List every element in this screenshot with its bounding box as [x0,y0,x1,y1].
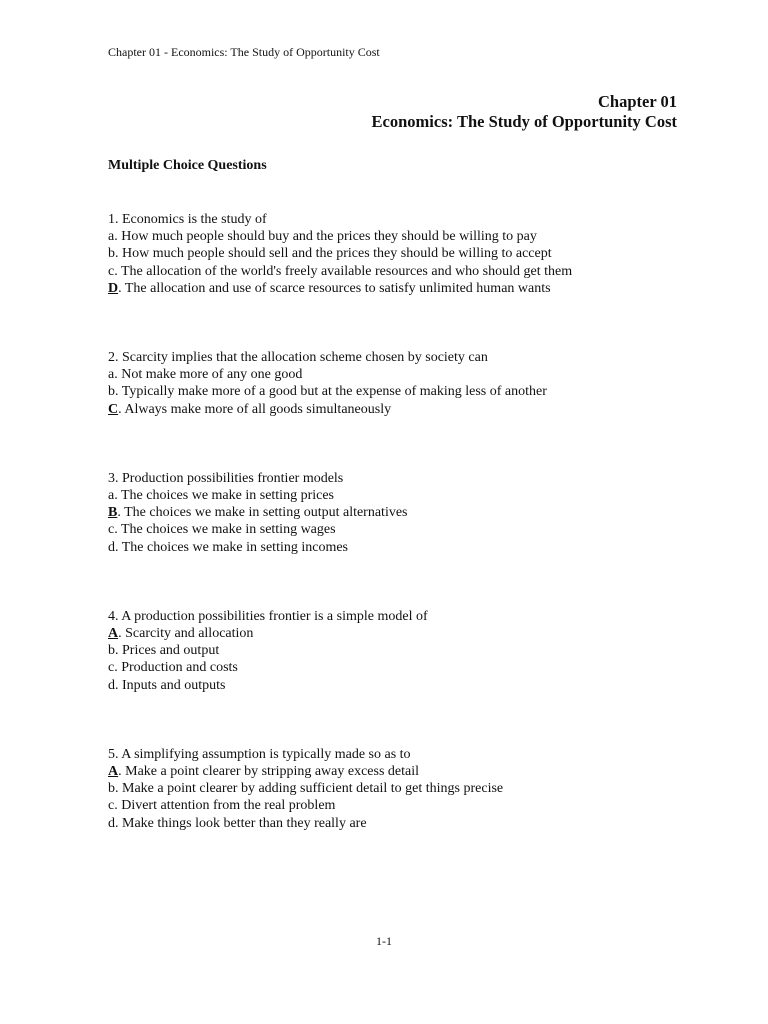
answer-option-correct [108,401,572,418]
correct-answer-letter: A [108,764,119,780]
section-heading: Multiple Choice Questions [108,158,267,173]
option-letter: a [108,488,115,504]
option-letter: a [108,367,115,383]
question-5 [108,746,572,832]
question-1 [108,211,572,297]
correct-answer-letter: A [108,626,119,642]
answer-option [108,521,572,538]
option-text: . Make a point clearer by adding sufficient detail to get things precise [115,781,504,797]
answer-option-correct [108,504,572,521]
option-letter: b [108,246,115,262]
option-text: . Make things look better than they really are [115,815,367,831]
option-letter: b [108,384,115,400]
question-list [108,211,572,884]
question-2 [108,349,572,418]
option-text: . The allocation of the world's freely available resources and who should get them [114,263,573,279]
correct-answer-letter: D [108,280,119,296]
answer-option [108,487,572,504]
question-stem: 4. A production possibilities frontier is a simple model of [108,608,428,624]
correct-answer-letter: C [108,401,119,417]
chapter-title-block [372,92,677,132]
option-letter: a [108,229,115,245]
answer-option [108,659,572,676]
option-letter: c [108,522,115,538]
running-header: Chapter 01 - Economics: The Study of Opportunity Cost [108,45,380,59]
correct-answer-letter: B [108,505,118,521]
answer-option [108,797,572,814]
question-stem: 3. Production possibilities frontier models [108,470,344,486]
question-4 [108,608,572,694]
question-3 [108,470,572,556]
option-text: . Make a point clearer by stripping away excess detail [118,764,420,780]
option-text: . Not make more of any one good [114,367,303,383]
option-letter: c [108,263,115,279]
option-text: . How much people should sell and the prices they should be willing to accept [115,246,552,262]
option-text: . Scarcity and allocation [118,626,254,642]
option-text: . The choices we make in setting incomes [115,539,349,555]
option-letter: b [108,643,115,659]
option-text: . The choices we make in setting prices [114,488,335,504]
question-stem: 1. Economics is the study of [108,212,267,227]
answer-option-correct [108,280,572,297]
chapter-number: Chapter 01 [598,92,677,111]
chapter-subtitle: Economics: The Study of Opportunity Cost [371,112,677,131]
answer-option-correct [108,763,572,780]
option-letter: d [108,677,115,693]
option-text: . The choices we make in setting wages [114,522,336,538]
answer-option [108,245,572,262]
option-text: . Typically make more of a good but at the expense of making less of another [115,384,547,400]
option-text: . Prices and output [115,643,220,659]
option-text: . Inputs and outputs [115,677,226,693]
answer-option [108,263,572,280]
option-text: . The choices we make in setting output alternatives [117,505,408,521]
question-stem: 5. A simplifying assumption is typically made so as to [108,746,411,762]
answer-option [108,677,572,694]
question-stem: 2. Scarcity implies that the allocation scheme chosen by society can [108,350,488,366]
option-text: . Always make more of all goods simultaneously [118,401,392,417]
page-number: 1-1 [376,934,392,948]
option-letter: c [108,660,115,676]
option-text: . Production and costs [114,660,238,676]
answer-option [108,366,572,383]
answer-option [108,815,572,832]
answer-option [108,228,572,245]
answer-option [108,642,572,659]
answer-option-correct [108,625,572,642]
answer-option [108,383,572,400]
option-letter: c [108,798,115,814]
option-letter: b [108,781,115,797]
option-letter: d [108,539,115,555]
option-letter: d [108,815,115,831]
option-text: . The allocation and use of scarce resources to satisfy unlimited human wants [118,280,551,296]
option-text: . Divert attention from the real problem [114,798,336,814]
answer-option [108,539,572,556]
answer-option [108,780,572,797]
option-text: . How much people should buy and the prices they should be willing to pay [114,229,537,245]
